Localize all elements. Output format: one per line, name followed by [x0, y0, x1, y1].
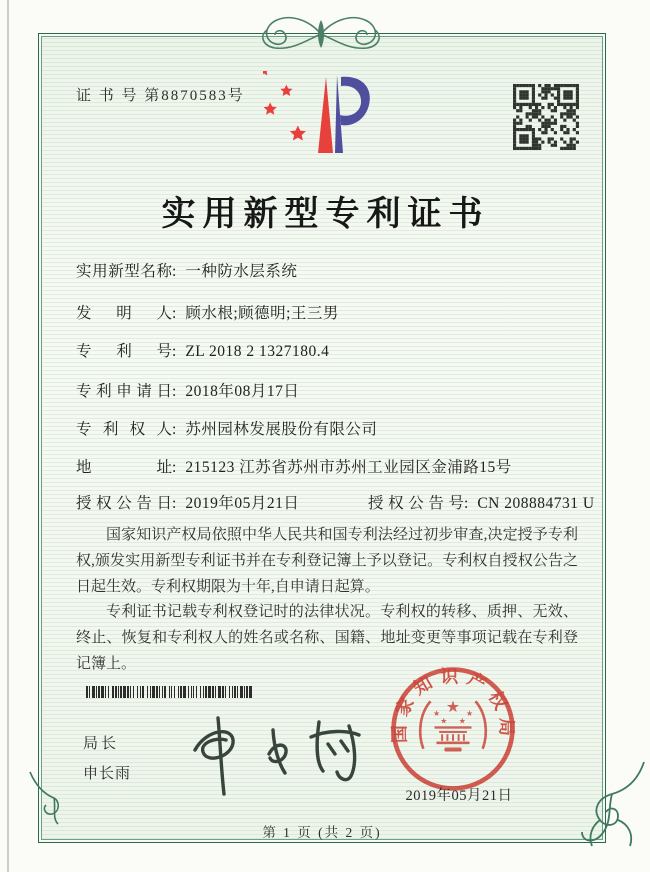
seal-date: 2019年05月21日 [405, 788, 513, 804]
corner-flourish-ornament [578, 760, 648, 855]
certificate-number: 证 书 号 第8870583号 [76, 88, 245, 104]
field-colon: : [172, 343, 177, 360]
svg-text:★: ★ [458, 716, 466, 726]
field-value: 2018年08月17日 [185, 383, 300, 400]
field-label: 专利申请日 [76, 383, 172, 400]
director-signature [173, 710, 363, 800]
field-colon: : [172, 459, 177, 476]
field-colon: : [172, 305, 177, 322]
grant-no-value: CN 208884731 U [477, 495, 595, 512]
field-colon: : [172, 421, 177, 438]
official-seal [387, 663, 519, 795]
field-row-name [76, 259, 579, 281]
page-footer: 第 1 页 (共 2 页) [262, 825, 382, 840]
field-colon: : [172, 383, 177, 400]
field-value: 顾水根;顾德明;王三男 [185, 305, 339, 322]
field-label: 专利权人 [76, 421, 172, 438]
seal-text: 国家知识产权局 [389, 666, 517, 744]
director-name: 申长雨 [83, 766, 132, 782]
qr-code [513, 84, 579, 150]
certificate-title: 实用新型专利证书 [161, 196, 490, 233]
field-row-patent-no [76, 339, 579, 361]
certificate-page [38, 33, 606, 843]
svg-text:★: ★ [465, 708, 474, 718]
field-row-grant [76, 491, 595, 513]
national-emblem-icon [420, 697, 486, 752]
field-label: 授权公告日 [76, 495, 172, 512]
cnipa-logo-icon [263, 71, 375, 163]
field-label: 地址 [76, 459, 172, 476]
svg-text:★: ★ [445, 696, 461, 716]
field-value: 一种防水层系统 [185, 263, 298, 280]
director-title: 局长 [83, 736, 120, 752]
grant-date-value: 2019年05月21日 [185, 495, 300, 512]
field-value: ZL 2018 2 1327180.4 [185, 343, 330, 360]
corner-flourish-ornament-small [26, 770, 62, 826]
field-label: 专利号 [76, 343, 172, 360]
svg-text:★: ★ [432, 708, 441, 718]
field-colon: : [172, 263, 177, 280]
field-row-filing-date [76, 379, 579, 401]
field-row-patentee [76, 417, 579, 439]
svg-text:★: ★ [440, 716, 448, 726]
cover-edge [7, 0, 9, 872]
field-label: 授权公告号 [368, 495, 464, 512]
legal-paragraph-1: 国家知识产权局依照中华人民共和国专利法经过初步审查,决定授予专利权,颁发实用新型专利证书并在专利登记簿上予以登记。专利权自授权公告之日起生效。专利权期限为十年,自申请日起算。 [76, 527, 578, 595]
grant-no-group [368, 491, 595, 513]
field-value: 苏州园林发展股份有限公司 [185, 421, 378, 438]
field-label: 发明人 [76, 305, 172, 322]
legal-text [76, 523, 578, 678]
field-label: 实用新型名称 [76, 263, 172, 280]
top-flourish-ornament [221, 10, 421, 58]
legal-paragraph-2: 专利证书记载专利权登记时的法律状况。专利权的转移、质押、无效、终止、恢复和专利权人的姓名或名称、国籍、地址变更等事项记载在专利登记簿上。 [76, 604, 578, 672]
field-colon: : [172, 495, 177, 512]
field-row-address [76, 455, 579, 477]
field-colon: : [464, 495, 469, 512]
barcode [86, 685, 252, 697]
field-row-inventors [76, 301, 579, 323]
field-value: 215123 江苏省苏州市苏州工业园区金浦路15号 [185, 459, 512, 476]
